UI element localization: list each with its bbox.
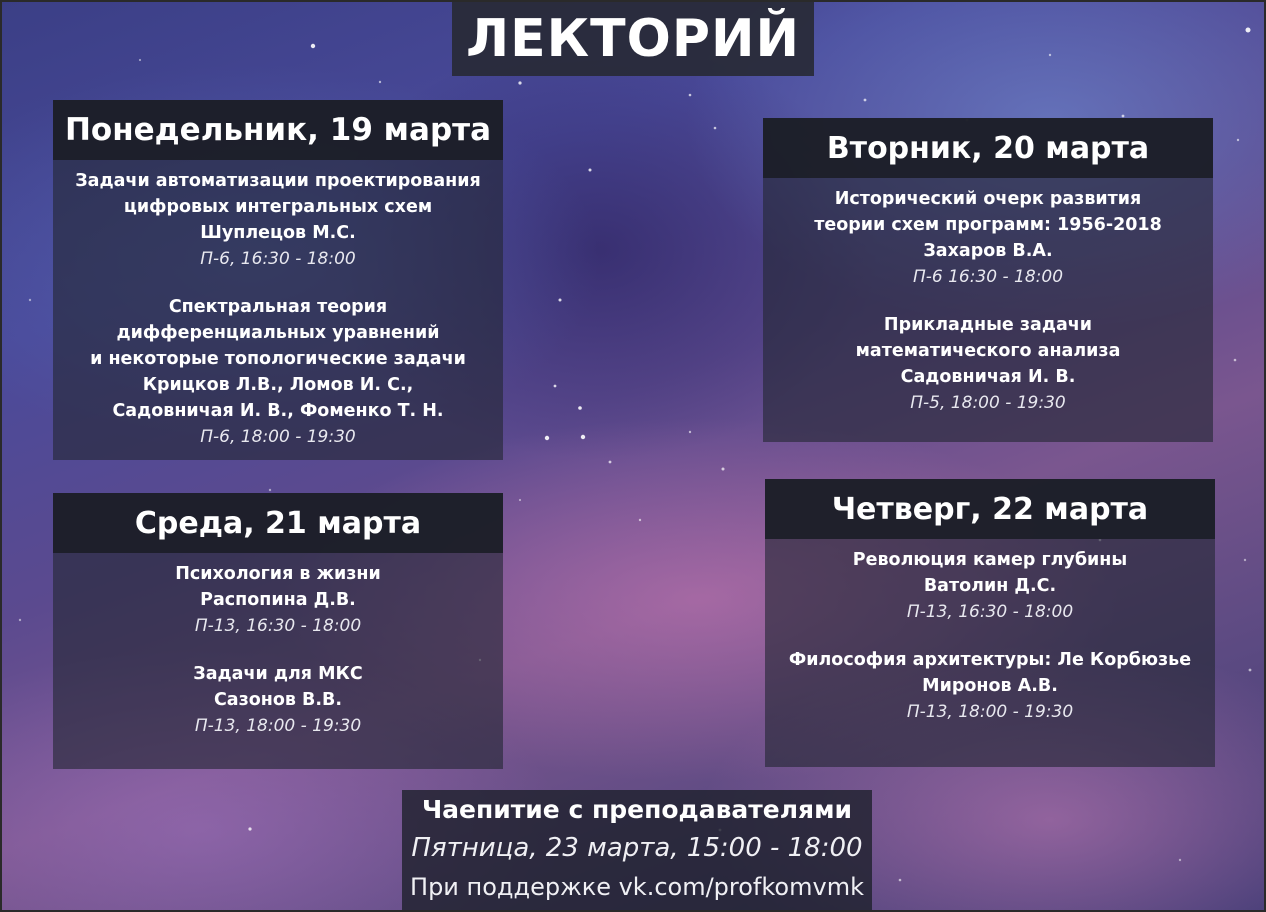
lecture-speaker: Садовничая И. В., Фоменко Т. Н. (112, 401, 444, 421)
lecture-title-line: Задачи для МКС (193, 664, 363, 684)
lecture-title-line: Спектральная теория (168, 297, 388, 317)
lecture-speaker: Сазонов В.В. (213, 690, 343, 710)
lecture-speaker: Шуплецов М.С. (200, 223, 356, 243)
lecture-title-line: дифференциальных уравнений (116, 323, 440, 343)
lecture-speaker: Ватолин Д.С. (923, 576, 1057, 596)
lecture-title-line: математического анализа (855, 341, 1121, 361)
lecture-place-time: П-13, 16:30 - 18:00 (906, 602, 1074, 622)
day-body-monday (53, 160, 503, 450)
lecture-place-time: П-13, 16:30 - 18:00 (194, 616, 362, 636)
lecture-title-line: цифровых интегральных схем (123, 197, 433, 217)
lecture-title-line: Психология в жизни (175, 564, 381, 584)
lecture-speaker: Миронов А.В. (922, 676, 1058, 696)
lecture-speaker: Захаров В.А. (923, 241, 1053, 261)
day-body-wednesday (53, 553, 503, 739)
page-title: ЛЕКТОРИЙ (465, 9, 801, 69)
tea-party-title: Чаепитие с преподавателями (421, 795, 853, 824)
lecture-title-line: теории схем программ: 1956-2018 (814, 215, 1162, 235)
day-body-thursday (765, 539, 1215, 725)
day-heading-thursday: Четверг, 22 марта (765, 479, 1215, 539)
sponsor-link[interactable]: При поддержке vk.com/profkomvmk (410, 873, 864, 901)
lecture-place-time: П-13, 18:00 - 19:30 (194, 716, 362, 736)
lecture-speaker: Садовничая И. В. (900, 367, 1076, 387)
lecture-item (763, 312, 1213, 416)
day-panel-monday (53, 100, 503, 460)
lecture-item (53, 561, 503, 639)
lecture-item (53, 294, 503, 450)
lecture-title-line: и некоторые топологические задачи (90, 349, 466, 369)
lecture-item (765, 647, 1215, 725)
day-heading-monday: Понедельник, 19 марта (53, 100, 503, 160)
title-banner (452, 2, 814, 76)
lecture-item (763, 186, 1213, 290)
lecture-title-line: Исторический очерк развития (834, 189, 1142, 209)
day-body-tuesday (763, 178, 1213, 416)
day-panel-thursday (765, 479, 1215, 767)
lecture-title-line: Революция камер глубины (852, 550, 1128, 570)
tea-party-banner (402, 790, 872, 912)
lecture-speaker: Крицков Л.В., Ломов И. С., (142, 375, 414, 395)
lecture-item (53, 168, 503, 272)
lecture-title-line: Философия архитектуры: Ле Корбюзье (788, 650, 1192, 670)
lecture-speaker: Распопина Д.В. (200, 590, 356, 610)
lecture-place-time: П-6, 16:30 - 18:00 (200, 249, 356, 269)
lecture-place-time: П-6, 18:00 - 19:30 (200, 427, 356, 447)
day-heading-wednesday: Среда, 21 марта (53, 493, 503, 553)
lecture-title-line: Прикладные задачи (883, 315, 1093, 335)
lecture-place-time: П-5, 18:00 - 19:30 (910, 393, 1066, 413)
lecture-place-time: П-6 16:30 - 18:00 (912, 267, 1064, 287)
day-panel-wednesday (53, 493, 503, 769)
tea-party-date-time: Пятница, 23 марта, 15:00 - 18:00 (411, 833, 863, 863)
day-heading-tuesday: Вторник, 20 марта (763, 118, 1213, 178)
lecture-item (53, 661, 503, 739)
lecture-place-time: П-13, 18:00 - 19:30 (906, 702, 1074, 722)
lecture-item (765, 547, 1215, 625)
lecture-title-line: Задачи автоматизации проектирования (75, 171, 481, 191)
day-panel-tuesday (763, 118, 1213, 442)
